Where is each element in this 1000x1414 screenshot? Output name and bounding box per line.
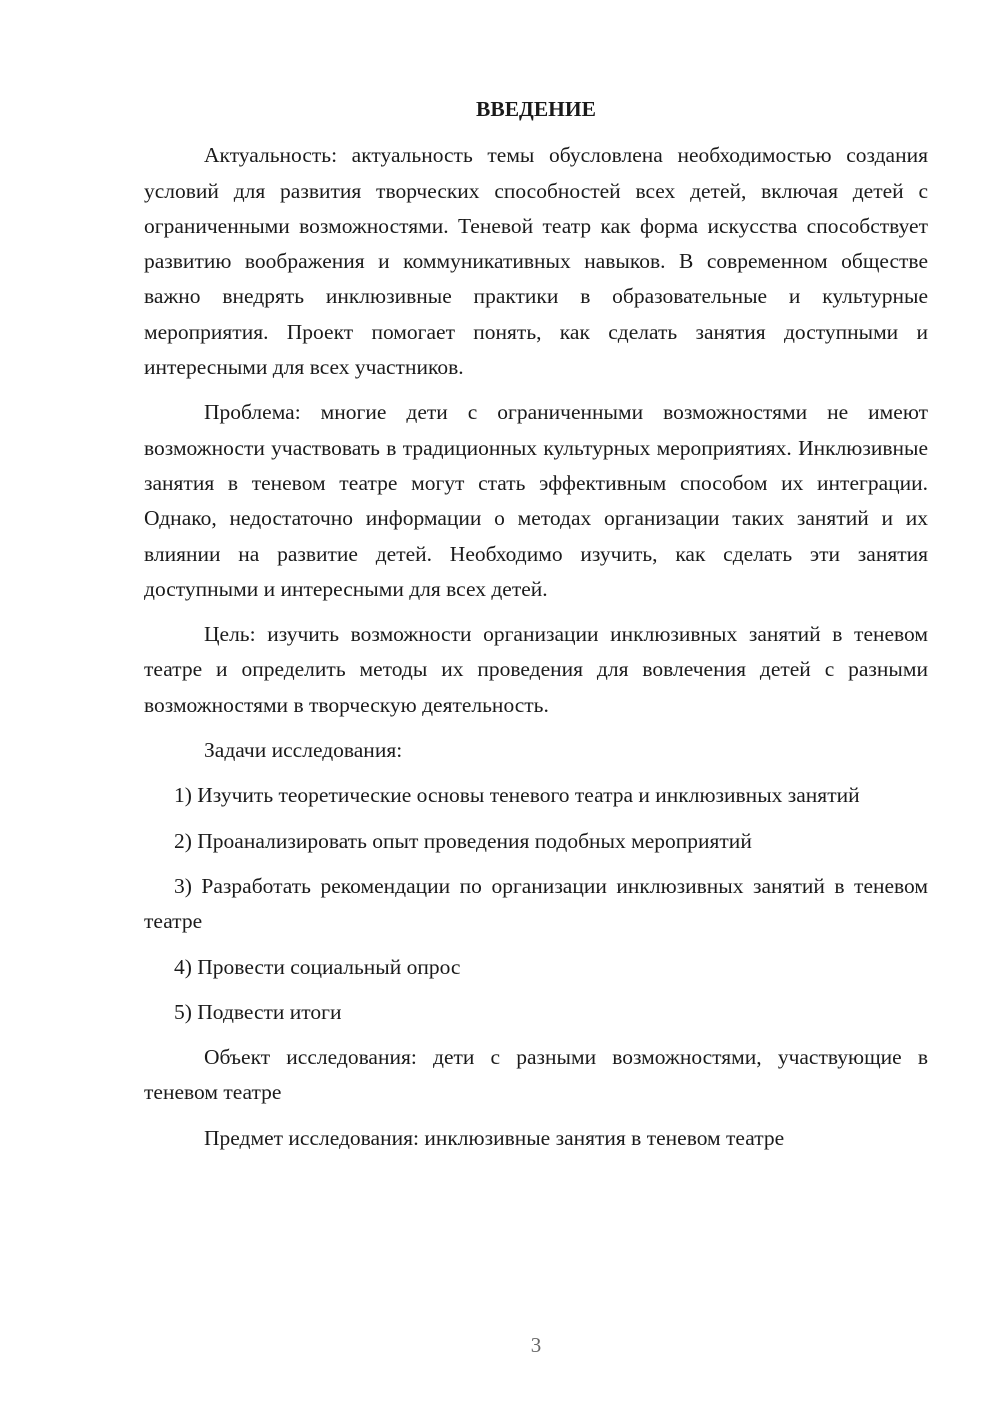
goal-paragraph: Цель: изучить возможности организации инклюзивных занятий в теневом театре и определить методы их проведения для вовлечения детей с разными возможностями в творческую деятельность. xyxy=(144,622,928,717)
section-heading: ВВЕДЕНИЕ xyxy=(476,97,596,121)
task-item: 2) Проанализировать опыт проведения подобных мероприятий xyxy=(174,828,752,853)
task-item: 3) Разработать рекомендации по организации инклюзивных занятий в теневом театре xyxy=(144,873,928,934)
task-item: 1) Изучить теоретические основы теневого театра и инклюзивных занятий xyxy=(174,783,860,808)
problem-paragraph: Проблема: многие дети с ограниченными возможностями не имеют возможности участвовать в традиционных культурных мероприятиях. Инклюзивные занятия в теневом театре могут стать эффективным способом их интеграции. Однако, недостаточно информации о методах организации таких занятий и их влиянии на развитие детей. Необходимо изучить, как сделать эти занятия доступными и интересными для всех детей. xyxy=(144,400,928,601)
object-paragraph: Объект исследования: дети с разными возможностями, участвующие в теневом театре xyxy=(144,1045,928,1105)
tasks-title: Задачи исследования: xyxy=(204,738,403,763)
subject-paragraph: Предмет исследования: инклюзивные занятия в теневом театре xyxy=(204,1125,785,1150)
page-number: 3 xyxy=(530,1333,542,1357)
task-item: 5) Подвести итоги xyxy=(174,999,342,1024)
task-item: 4) Провести социальный опрос xyxy=(174,954,461,979)
document-page xyxy=(144,92,928,1166)
relevance-paragraph: Актуальность: актуальность темы обусловлена необходимостью создания условий для развития творческих способностей всех детей, включая детей с ограниченными возможностями. Теневой театр как форма искусства способствует развитию воображения и коммуникативных навыков. В современном обществе важно внедрять инклюзивные практики в образовательные и культурные мероприятия. Проект помогает понять, как сделать занятия доступными и интересными для всех участников. xyxy=(144,143,928,380)
